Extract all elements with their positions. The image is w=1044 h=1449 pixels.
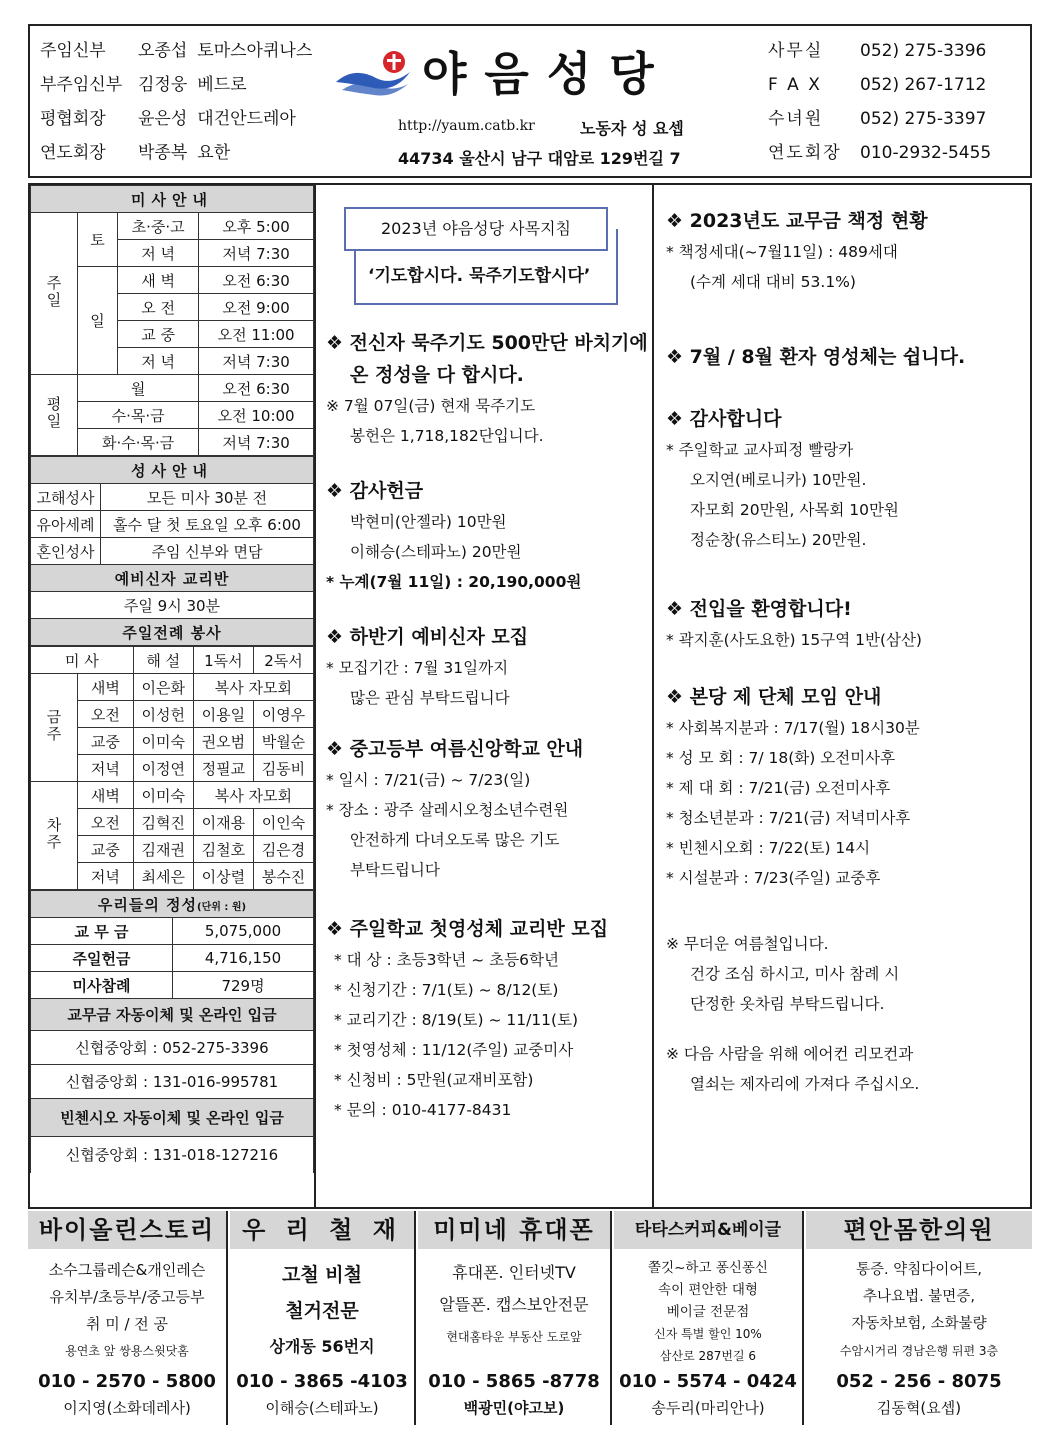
- liturgy-table: [30, 646, 314, 890]
- church-title: 야음성당: [422, 47, 672, 101]
- liturgy-cell: 이정연: [133, 755, 193, 782]
- liturgy-title: 주일전례 봉사: [31, 619, 314, 646]
- liturgy-cell: 김동비: [253, 755, 313, 782]
- dues-status-section: ❖ 2023년도 교무금 책정 현황 * 책정세대(~7월11일) : 489세대 (수계 세대 대비 53.1%): [666, 210, 928, 291]
- group-meetings-section: ❖ 본당 제 단체 모임 안내 * 사회복지분과 : 7/17(월) 18시30분 * 성 모 회 : 7/ 18(화) 오전미사후 * 제 대 회 : 7/21(금) 오전미사후 * 청소년분과 : 7/21(금) 저녁미사후 * 빈첸시오회 : 7/22(토) 14시 * 시설분과 : 7/23(주일) 교중후: [666, 686, 920, 887]
- mass-time: 저녁 7:30: [199, 240, 314, 267]
- liturgy-cell: 오전: [78, 809, 134, 836]
- sacrament-table: [30, 456, 314, 646]
- mass-name: 초·중·고: [118, 213, 199, 240]
- ad-owner: 김동혁(요셉): [876, 1399, 962, 1417]
- mass-name: 월: [78, 375, 199, 402]
- ad-body: 휴대폰. 인터넷TV 알뜰폰. 캡스보안전문 현대홈타운 부동산 도로앞: [439, 1263, 589, 1344]
- church-url: http://yaum.catb.kr: [398, 118, 535, 134]
- liturgy-cell: 오전: [78, 701, 134, 728]
- bulletin-header: [28, 24, 1032, 178]
- ad-violin-story: [28, 1211, 228, 1425]
- mass-time: 오후 5:00: [199, 213, 314, 240]
- contact-row: F A X 052) 267-1712: [768, 75, 987, 95]
- clergy-list: [40, 34, 312, 170]
- mass-time: 오전 10:00: [199, 402, 314, 429]
- church-logo-icon: [334, 48, 414, 98]
- catechumen-recruit-section: ❖ 하반기 예비신자 모집 * 모집기간 : 7월 31일까지 많은 관심 부탁드립니다: [326, 626, 529, 707]
- church-title-block: [330, 36, 760, 176]
- liturgy-cell: 복사 자모회: [193, 782, 313, 809]
- ad-phone: 010 - 5865 -8778: [428, 1371, 600, 1392]
- liturgy-cell: 새벽: [78, 674, 134, 701]
- contact-row: 연도회장 010-2932-5455: [768, 143, 992, 163]
- saturday-label: 토: [78, 213, 118, 267]
- bank1-line: 신협중앙회 : 052-275-3396: [31, 1031, 314, 1065]
- liturgy-cell: 박월순: [253, 728, 313, 755]
- mass-name: 교 중: [118, 321, 199, 348]
- ad-owner: 이해승(스테파노): [265, 1399, 379, 1417]
- ad-title: 편안몸한의원: [806, 1211, 1032, 1249]
- welcome-section: ❖ 전입을 환영합니다! * 곽지훈(사도요한) 15구역 1반(삼산): [666, 598, 922, 649]
- liturgy-cell: 김혁진: [133, 809, 193, 836]
- mass-time: 오전 6:30: [199, 375, 314, 402]
- contact-row: 사무실 052) 275-3396: [768, 41, 987, 61]
- liturgy-cell: 교중: [78, 728, 134, 755]
- sick-communion-section: ❖ 7월 / 8월 환자 영성체는 쉽니다.: [666, 346, 966, 368]
- ad-title: 미미네 휴대폰: [418, 1211, 610, 1249]
- rosary-section: ❖ 전신자 묵주기도 500만단 바치기에 온 정성을 다 합시다. ※ 7월 07일(금) 현재 묵주기도 봉헌은 1,718,182단입니다.: [326, 332, 648, 445]
- ad-title: 바이올린스토리: [28, 1211, 226, 1249]
- next-week-label: 차주: [31, 782, 78, 890]
- sacrament-desc: 홀수 달 첫 토요일 오후 6:00: [101, 511, 314, 538]
- middle-column: [318, 185, 654, 1207]
- this-week-label: 금주: [31, 674, 78, 782]
- ad-phone: 052 - 256 - 8075: [836, 1371, 1002, 1392]
- left-column: [30, 185, 316, 1207]
- liturgy-cell: 정필교: [193, 755, 253, 782]
- liturgy-cell: 이미숙: [133, 728, 193, 755]
- mass-schedule-table: [30, 185, 314, 456]
- liturgy-cell: 저녁: [78, 863, 134, 890]
- thanks-section: ❖ 감사합니다 * 주일학교 교사피정 빨랑카 오지연(베로니카) 10만원. 자모회 20만원, 사목회 10만원 정순창(유스티노) 20만원.: [666, 408, 899, 549]
- sunday-day-label: 일: [78, 267, 118, 375]
- liturgy-cell: 이재용: [193, 809, 253, 836]
- bank2-title: 빈첸시오 자동이체 및 온라인 입금: [31, 1099, 314, 1137]
- liturgy-cell: 김은경: [253, 836, 313, 863]
- liturgy-cell: 최세은: [133, 863, 193, 890]
- summer-notice: ※ 무더운 여름철입니다. 건강 조심 하시고, 미사 참례 시 단정한 옷차림 부탁드립니다.: [666, 935, 900, 1013]
- liturgy-cell: 이인숙: [253, 809, 313, 836]
- liturgy-cell: 저녁: [78, 755, 134, 782]
- sacrament-desc: 주임 신부와 면담: [101, 538, 314, 565]
- mass-title: 미사안내: [31, 186, 314, 213]
- first-communion-section: ❖ 주일학교 첫영성체 교리반 모집 * 대 상 : 초등3학년 ~ 초등6학년 * 신청기간 : 7/1(토) ~ 8/12(토) * 교리기간 : 8/19(토) ~ 11/11(토) * 첫영성체 : 11/12(주일) 교중미사 * 신청비 : 5만원(교재비포함) * 문의 : 010-4177-8431: [326, 918, 609, 1119]
- clergy-row: 연도회장 박종복 요한: [40, 143, 231, 163]
- thanks-offering-section: ❖ 감사헌금 박현미(안젤라) 10만원 이해승(스테파노) 20만원 * 누계(7월 11일) : 20,190,000원: [326, 480, 582, 591]
- summer-school-section: ❖ 중고등부 여름신앙학교 안내 * 일시 : 7/21(금) ~ 7/23(일) * 장소 : 광주 살레시오청소년수련원 안전하게 다녀오도록 많은 기도 부탁드립니다: [326, 738, 584, 879]
- ad-body: 통증. 약침다이어트, 추나요법. 불면증, 자동차보험, 소화불량 수암시거리 경남은행 뒤편 3층: [839, 1262, 999, 1358]
- ad-body: 소수그룹레슨&개인레슨 유치부/초등부/중고등부 취 미 / 전 공 용연초 앞 쌍용스윗닷홈: [48, 1261, 206, 1358]
- sacrament-name: 유아세례: [31, 511, 101, 538]
- liturgy-header: 2독서: [253, 647, 313, 674]
- liturgy-cell: 복사 자모회: [193, 674, 313, 701]
- ad-mobile-phone: [418, 1211, 612, 1425]
- mass-time: 오전 9:00: [199, 294, 314, 321]
- liturgy-cell: 권오범: [193, 728, 253, 755]
- liturgy-header: 해 설: [133, 647, 193, 674]
- contact-row: 수녀원 052) 275-3397: [768, 109, 987, 129]
- liturgy-cell: 이영우: [253, 701, 313, 728]
- bulletin-body: [28, 183, 1032, 1209]
- right-column: [656, 185, 1030, 1207]
- ad-phone: 010 - 2570 - 5800: [38, 1371, 216, 1392]
- ad-title: 우 리 철 재: [230, 1211, 414, 1249]
- ad-owner: 송두리(마리안나): [651, 1399, 765, 1417]
- mass-time: 오전 6:30: [199, 267, 314, 294]
- catechumen-title: 예비신자 교리반: [31, 565, 314, 592]
- mass-name: 오 전: [118, 294, 199, 321]
- liturgy-cell: 교중: [78, 836, 134, 863]
- weekday-label: 평일: [31, 375, 78, 456]
- ad-phone: 010 - 3865 -4103: [236, 1371, 408, 1392]
- offering-name: 미사참례: [31, 972, 173, 999]
- ad-owner: 백광민(야고보): [463, 1399, 565, 1417]
- mass-name: 저 녁: [118, 348, 199, 375]
- offering-value: 5,075,000: [173, 918, 314, 945]
- liturgy-cell: 이미숙: [133, 782, 193, 809]
- clergy-row: 평협회장 윤은성 대건안드레아: [40, 109, 296, 129]
- bank1-line: 신협중앙회 : 131-016-995781: [31, 1065, 314, 1099]
- liturgy-cell: 이용일: [193, 701, 253, 728]
- sacrament-title: 성사안내: [31, 457, 314, 484]
- mass-name: 수·목·금: [78, 402, 199, 429]
- ad-scrap-metal: [230, 1211, 416, 1425]
- offering-value: 4,716,150: [173, 945, 314, 972]
- offering-name: 교 무 금: [31, 918, 173, 945]
- mass-name: 화·수·목·금: [78, 429, 199, 456]
- patron-saint: 노동자 성 요셉: [580, 119, 684, 138]
- sacrament-desc: 모든 미사 30분 전: [101, 484, 314, 511]
- ad-bagel-cafe: [614, 1211, 804, 1425]
- offering-title: 우리들의 정성(단위 : 원): [31, 891, 314, 918]
- liturgy-cell: 이은화: [133, 674, 193, 701]
- mass-time: 저녁 7:30: [199, 429, 314, 456]
- bank1-title: 교무금 자동이체 및 온라인 입금: [31, 999, 314, 1031]
- liturgy-header: 1독서: [193, 647, 253, 674]
- ad-oriental-clinic: [806, 1211, 1032, 1425]
- mass-time: 오전 11:00: [199, 321, 314, 348]
- liturgy-cell: 이상렬: [193, 863, 253, 890]
- advertisement-row: [28, 1211, 1032, 1425]
- liturgy-header: 미 사: [31, 647, 134, 674]
- offering-name: 주일헌금: [31, 945, 173, 972]
- ad-body: 쫄깃~하고 퐁신퐁신 속이 편안한 대형 베이글 전문점 신자 특별 할인 10% 삼산로 287번길 6: [648, 1260, 768, 1363]
- aircon-notice: ※ 다음 사람을 위해 에어컨 리모컨과 열쇠는 제자리에 가져다 주십시오.: [666, 1045, 920, 1093]
- sacrament-name: 고해성사: [31, 484, 101, 511]
- sunday-label: 주일: [31, 213, 78, 375]
- mass-name: 저 녁: [118, 240, 199, 267]
- sacrament-name: 혼인성사: [31, 538, 101, 565]
- offering-value: 729명: [173, 972, 314, 999]
- mass-name: 새 벽: [118, 267, 199, 294]
- liturgy-cell: 김재권: [133, 836, 193, 863]
- clergy-row: 주임신부 오종섭 토마스아퀴나스: [40, 41, 313, 61]
- ad-phone: 010 - 5574 - 0424: [619, 1371, 797, 1392]
- liturgy-cell: 김철호: [193, 836, 253, 863]
- church-address: 44734 울산시 남구 대암로 129번길 7: [398, 149, 681, 168]
- bank2-line: 신협중앙회 : 131-018-127216: [31, 1137, 314, 1173]
- liturgy-cell: 이성헌: [133, 701, 193, 728]
- clergy-row: 부주임신부 김정웅 베드로: [40, 75, 247, 95]
- catechumen-time: 주일 9시 30분: [31, 592, 314, 619]
- mass-time: 저녁 7:30: [199, 348, 314, 375]
- ad-title: 타타스커피&베이글: [614, 1211, 802, 1249]
- ad-owner: 이지영(소화데레사): [63, 1399, 191, 1417]
- contact-list: [768, 34, 991, 170]
- liturgy-cell: 봉수진: [253, 863, 313, 890]
- liturgy-cell: 새벽: [78, 782, 134, 809]
- pastoral-motto: ‘기도합시다. 묵주기도합시다’: [368, 266, 591, 286]
- ad-body: 고철 비철 철거전문 상개동 56번지: [269, 1264, 375, 1356]
- pastoral-guideline-title: 2023년 야음성당 사목지침: [344, 207, 608, 251]
- offering-table: [30, 890, 314, 1173]
